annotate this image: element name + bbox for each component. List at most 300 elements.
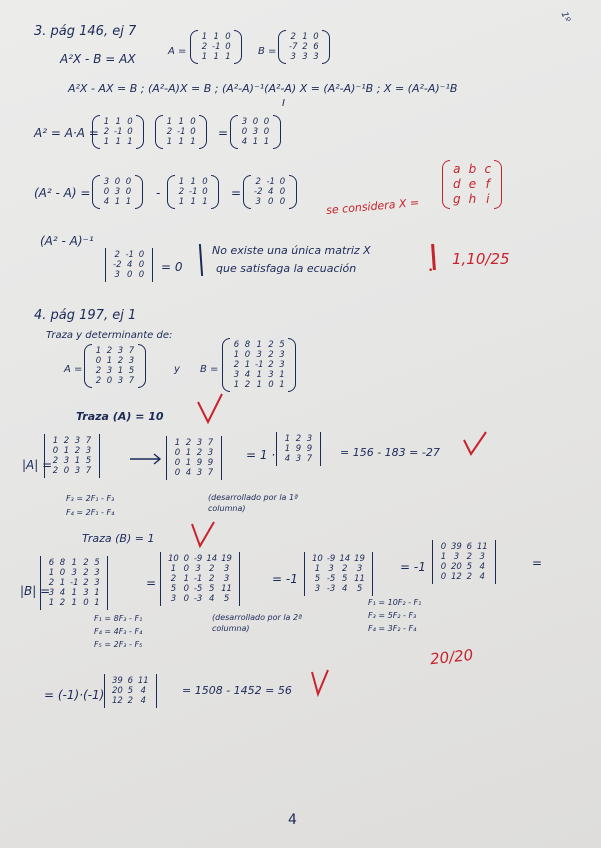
matrix-cells — [251, 175, 289, 209]
matrix-cell: 5 — [279, 340, 285, 350]
determinant-bar — [235, 552, 240, 606]
final-minor — [104, 674, 157, 708]
left-paren — [278, 30, 286, 64]
matrix-cell: 4 — [342, 584, 348, 594]
matrix-cell: 1 — [256, 340, 262, 350]
matrix-cell: 7 — [85, 436, 92, 446]
matrix-cell: 1 — [185, 458, 192, 468]
matrix-cell: 10 — [168, 554, 179, 564]
matrix-cell: 4 — [479, 562, 485, 572]
matrix-cells — [100, 115, 136, 149]
matrix-cell: 1 — [52, 436, 59, 446]
matrix-cell: 0 — [174, 458, 181, 468]
right-paren — [199, 115, 207, 149]
matrix-cell: 1 — [202, 197, 208, 207]
matrix-cell: 3 — [306, 434, 313, 444]
matrix-cell: 11 — [137, 676, 149, 686]
matrix-cell: -3 — [326, 584, 336, 594]
left-paren — [190, 30, 198, 64]
matrix-cell: 5 — [466, 562, 473, 572]
matrix-cell: -1 — [193, 574, 203, 584]
matrix-cells — [286, 30, 322, 64]
matrix-cell: 5 — [314, 574, 321, 584]
matrix-cell: 1 — [178, 197, 185, 207]
right-paren — [135, 175, 143, 209]
row-op-b-6: F₄ = 3F₂ - F₄ — [368, 624, 417, 633]
matrix-cell: g — [453, 192, 461, 206]
matrix-cell: 6 — [127, 676, 134, 686]
matrix-cell: -9 — [193, 554, 203, 564]
matrix-cell: 2 — [255, 177, 261, 187]
matrix-cell: 4 — [244, 370, 251, 380]
matrix-cell: 3 — [94, 578, 100, 588]
dev-note-b: (desarrollado por la 2ª columna) — [212, 613, 302, 633]
matrix-cell: 0 — [202, 177, 208, 187]
det-b-minor1-prefix: = -1 — [272, 572, 298, 586]
matrix-cell: 0 — [83, 598, 89, 608]
matrix-cell: 0 — [225, 32, 231, 42]
exercise-4-title: 4. pág 197, ej 1 — [34, 308, 137, 323]
matrix-cell: 1 — [125, 197, 132, 207]
matrix-cell: 1 — [225, 52, 231, 62]
matrix-cell: 1 — [213, 52, 219, 62]
matrix-cell: 7 — [207, 468, 214, 478]
matrix-cell: 0 — [52, 446, 59, 456]
matrix-cell: 2 — [166, 127, 173, 137]
matrix-cell: 6 — [313, 42, 319, 52]
matrix-cell: 1 — [166, 117, 173, 127]
det-a-result: = 156 - 183 = -27 — [340, 446, 440, 459]
left-paren — [92, 175, 100, 209]
matrix-cell: 1 — [440, 552, 447, 562]
matrix-cell: 2 — [48, 578, 55, 588]
matrix-cell: 1 — [178, 177, 185, 187]
matrix-cell: 0 — [127, 270, 133, 280]
trace-a: Traza (A) = 10 — [76, 410, 164, 423]
matrix-cell: 0 — [313, 32, 319, 42]
matrix-cell: 1 — [178, 137, 184, 147]
matrix-b — [278, 30, 330, 64]
matrix-cell: 4 — [140, 696, 146, 706]
matrix-cell: 0 — [263, 127, 270, 137]
matrix-cell: 6 — [48, 558, 55, 568]
matrix-cell: 3 — [479, 552, 485, 562]
matrix-cell: 2 — [59, 598, 66, 608]
matrix-cells — [171, 436, 217, 480]
matrix-cell: 2 — [83, 558, 89, 568]
matrix-cell: 5 — [94, 558, 100, 568]
matrix-cell: 1 — [252, 137, 259, 147]
matrix-cell: 1 — [115, 117, 121, 127]
matrix-cell: 20 — [451, 562, 462, 572]
matrix-cell: 3 — [103, 177, 110, 187]
a-squared-label: A² = A·A = — [34, 126, 99, 140]
matrix-cell: 9 — [196, 458, 203, 468]
matrix-cell: 1 — [59, 578, 66, 588]
matrix-cell: 1 — [74, 456, 81, 466]
matrix-cell: 1 — [183, 574, 190, 584]
matrix-cell: -2 — [113, 260, 122, 270]
matrix-cell: 2 — [117, 356, 124, 366]
final-result: = 1508 - 1452 = 56 — [182, 684, 292, 697]
matrix-cell: e — [468, 177, 477, 191]
matrix-cell: 2 — [290, 32, 296, 42]
matrix-cells — [100, 175, 135, 209]
matrix-cell: 3 — [114, 187, 121, 197]
matrix-cell: 1 — [71, 558, 77, 568]
matrix-cell: 0 — [95, 356, 102, 366]
matrix-cell: 7 — [128, 376, 135, 386]
det-a-label: |A| = — [22, 458, 53, 472]
matrix-cell: 0 — [138, 260, 145, 270]
matrix-cell: 0 — [279, 187, 286, 197]
matrix-cell: 3 — [48, 588, 55, 598]
matrix-cell: 8 — [59, 558, 66, 568]
matrix-cell: 8 — [244, 340, 251, 350]
det-b-minor2-prefix: = -1 — [400, 560, 426, 574]
matrix-cell: 2 — [103, 127, 110, 137]
matrix-cell: 1 — [166, 137, 173, 147]
matrix-cell: 3 — [106, 366, 113, 376]
matrix-cell: 4 — [185, 468, 192, 478]
matrix-cell: 1 — [190, 197, 196, 207]
matrix-cell: 2 — [95, 366, 102, 376]
matrix-a — [190, 30, 242, 64]
matrix-cell: 3 — [85, 446, 92, 456]
matrix-cell: 3 — [207, 448, 214, 458]
matrix-cell: 2 — [185, 438, 192, 448]
matrix-cells — [109, 674, 152, 708]
matrix-cell: 10 — [312, 554, 323, 564]
final-prefix: = (-1)·(-1) — [44, 688, 105, 702]
matrix-cell: 4 — [479, 572, 485, 582]
matrix-cell: 12 — [451, 572, 462, 582]
matrix-cell: 2 — [52, 466, 59, 476]
check-mark-icon — [196, 392, 224, 426]
det-a-matrix — [44, 434, 100, 478]
matrix-cell: 0 — [440, 542, 447, 552]
matrix-cell: f — [485, 177, 490, 191]
no-solution-text-1: No existe una única matriz X — [212, 244, 371, 257]
matrix-cell: 9 — [207, 458, 214, 468]
matrix-cell: 0 — [183, 564, 190, 574]
left-paren — [84, 344, 92, 388]
trace-b: Traza (B) = 1 — [82, 532, 155, 545]
matrix-cell: 2 — [295, 434, 302, 444]
matrix-cell: 1 — [279, 370, 285, 380]
matrix-cell: 3 — [196, 438, 203, 448]
matrix-cell: 1 — [71, 588, 77, 598]
no-solution-text-2: que satisfaga la ecuación — [216, 262, 357, 275]
matrix-cell: 19 — [354, 554, 365, 564]
matrix-cell: a — [453, 162, 461, 176]
matrix-cell: 4 — [127, 260, 133, 270]
exercise-3-title: 3. pág 146, ej 7 — [34, 24, 137, 39]
matrix-cell: 0 — [279, 197, 286, 207]
matrix-cell: 0 — [63, 466, 70, 476]
determinant-bar — [491, 540, 496, 584]
matrix-cell: 2 — [209, 574, 215, 584]
matrix-cell: 1 — [284, 434, 291, 444]
matrix-cell: 1 — [302, 32, 308, 42]
matrix-cell: d — [453, 177, 461, 191]
matrix-cell: 4 — [59, 588, 66, 598]
matrix-cell: 3 — [295, 454, 302, 464]
corner-mark: 1º — [558, 10, 572, 24]
det-b-step1 — [160, 552, 240, 606]
matrix-cell: -1 — [125, 250, 134, 260]
matrix-cell: 0 — [263, 117, 270, 127]
matrix-cells — [92, 344, 138, 388]
matrix-cell: 0 — [190, 127, 196, 137]
matrix-cell: 3 — [94, 568, 100, 578]
minus-sign: - — [156, 186, 161, 200]
matrix-cells — [45, 556, 103, 610]
matrix-cell: 1 — [185, 448, 192, 458]
det-b-minor2 — [432, 540, 496, 584]
matrix-cell: 0 — [125, 187, 132, 197]
identity-label: I — [282, 98, 285, 109]
matrix-cell: 2 — [268, 340, 274, 350]
matrix-cell: 2 — [466, 572, 473, 582]
matrix-cell: -1 — [212, 42, 221, 52]
matrix-cell: 1 — [256, 380, 262, 390]
matrix-cells — [309, 552, 368, 596]
matrix-cell: 3 — [252, 127, 259, 137]
check-mark-icon — [310, 668, 330, 698]
matrix-cell: 2 — [201, 42, 208, 52]
matrix-cell: 12 — [112, 696, 123, 706]
row-op-a-2: F₄ = 2F₁ - F₄ — [66, 508, 115, 517]
matrix-cell: 1 — [178, 117, 184, 127]
matrix-b4 — [222, 338, 296, 392]
det-b-matrix — [40, 556, 108, 610]
matrix-cell: 1 — [263, 137, 270, 147]
right-paren — [494, 160, 502, 209]
matrix-cell: 1 — [244, 360, 251, 370]
right-paren — [211, 175, 219, 209]
matrix-cell: -5 — [326, 574, 336, 584]
left-paren — [230, 115, 238, 149]
matrix-a-label: A = — [168, 46, 187, 57]
matrix-cell: 4 — [268, 187, 274, 197]
matrix-a4 — [84, 344, 146, 388]
matrix-cell: 3 — [453, 552, 460, 562]
matrix-cell: 9 — [306, 444, 313, 454]
matrix-cells — [163, 115, 199, 149]
matrix-cell: 3 — [241, 117, 248, 127]
row-op-b-2: F₄ = 4F₃ - F₄ — [94, 627, 143, 636]
matrix-cell: -3 — [193, 594, 203, 604]
determinant-bar — [103, 556, 108, 610]
matrix-cell: 0 — [138, 270, 145, 280]
matrix-cell: 0 — [114, 177, 121, 187]
note-x-matrix — [442, 160, 502, 209]
matrix-cell: 2 — [127, 696, 134, 706]
matrix-cell: -2 — [254, 187, 263, 197]
matrix-cell: 3 — [356, 564, 363, 574]
matrix-cell: 1 — [117, 366, 124, 376]
matrix-b4-label: B = — [200, 364, 219, 375]
matrix-cell: -5 — [193, 584, 203, 594]
matrix-cell: 0 — [106, 376, 113, 386]
matrix-cell: 1 — [103, 117, 110, 127]
eq-sign-2: = — [231, 186, 242, 200]
exercise-3-equation: A²X - B = AX — [60, 52, 136, 66]
matrix-cell: 3 — [114, 270, 120, 280]
matrix-cell: 0 — [440, 562, 447, 572]
row-op-b-1: F₁ = 8F₃ - F₁ — [94, 614, 143, 623]
matrix-cell: 0 — [59, 568, 66, 578]
matrix-a2-minus-a — [243, 175, 297, 209]
matrix-a-squared — [230, 115, 281, 149]
det-a2-minus-a — [105, 248, 153, 282]
det-a-mid: = 1 · — [246, 448, 276, 462]
matrix-cell: 3 — [83, 588, 89, 598]
row-op-a-1: F₃ = 2F₁ - F₃ — [66, 494, 115, 503]
eq-sign-b1: = — [146, 576, 157, 590]
row-op-b-5: F₃ = 5F₂ - F₃ — [368, 611, 417, 620]
matrix-cell: 7 — [306, 454, 313, 464]
matrix-cell: 1 — [279, 380, 285, 390]
matrix-cell: 2 — [268, 360, 274, 370]
matrix-cell: 2 — [233, 360, 240, 370]
matrix-cell: 0 — [244, 350, 251, 360]
row-op-b-3: F₅ = 2F₃ - F₅ — [94, 640, 143, 649]
matrix-cell: 2 — [170, 574, 177, 584]
matrix-cell: 5 — [127, 686, 134, 696]
matrix-cell: 39 — [451, 542, 462, 552]
matrix-cell: 3 — [290, 52, 296, 62]
matrix-cell: 1 — [314, 564, 321, 574]
matrix-cell: 11 — [354, 574, 365, 584]
matrix-cells — [238, 115, 273, 149]
matrix-cell: 0 — [279, 177, 286, 187]
matrix-cell: 3 — [328, 564, 334, 574]
matrix-cell: 3 — [170, 594, 177, 604]
note-consider-x: se considera X = — [325, 195, 420, 218]
matrix-cell: 3 — [63, 456, 70, 466]
determinant-bar — [316, 432, 321, 466]
matrix-cell: 5 — [85, 456, 92, 466]
matrix-cell: -1 — [70, 578, 79, 588]
matrix-a-copy-3 — [167, 175, 219, 209]
matrix-cell: 2 — [244, 380, 251, 390]
matrix-cell: b — [468, 162, 477, 176]
matrix-cell: 14 — [339, 554, 351, 564]
matrix-cell: 0 — [183, 594, 190, 604]
matrix-cell: 3 — [195, 564, 201, 574]
exercise-3-derivation: A²X - AX = B ; (A²-A)X = B ; (A²-A)⁻¹(A²-A) X = (A²-A)⁻¹B ; X = (A²-A)⁻¹B — [68, 82, 458, 95]
arrow-right-icon — [128, 452, 164, 466]
matrix-cell: 2 — [83, 568, 89, 578]
right-paren — [273, 115, 281, 149]
left-paren — [92, 115, 100, 149]
matrix-a-copy-1 — [92, 115, 144, 149]
matrix-cell: 3 — [268, 370, 274, 380]
matrix-cell: 1 — [114, 197, 121, 207]
eq-sign-b2: = — [532, 556, 543, 570]
right-paren — [138, 344, 146, 388]
matrix-cell: 19 — [221, 554, 232, 564]
matrix-cell: 1 — [71, 598, 77, 608]
matrix-cell: 3 — [196, 468, 203, 478]
matrix-cell: 5 — [223, 594, 230, 604]
separator-bar — [199, 244, 203, 276]
matrix-cell: 7 — [85, 466, 92, 476]
matrix-cell: 9 — [295, 444, 302, 454]
matrix-cell: 4 — [103, 197, 110, 207]
matrix-a-copy-2 — [155, 115, 207, 149]
a2-minus-a-label: (A² - A) = — [34, 186, 91, 200]
matrix-cells — [230, 338, 288, 392]
matrix-cell: 1 — [190, 177, 196, 187]
matrix-cell: 3 — [314, 584, 321, 594]
matrix-cell: 1 — [201, 32, 208, 42]
matrix-cell: 3 — [71, 568, 77, 578]
matrix-cell: 1 — [63, 446, 70, 456]
matrix-cell: 3 — [279, 350, 285, 360]
matrix-cell: 20 — [112, 686, 123, 696]
matrix-cell: 3 — [313, 52, 319, 62]
exercise-4-instruction: Traza y determinante de: — [46, 330, 173, 341]
matrix-cell: 1 — [233, 350, 240, 360]
right-paren — [289, 175, 297, 209]
check-mark-icon — [190, 520, 216, 550]
matrix-cell: 1 — [284, 444, 291, 454]
matrix-cell: 2 — [52, 456, 59, 466]
matrix-cell: 4 — [209, 594, 215, 604]
matrix-cells — [437, 540, 491, 584]
matrix-cell: -1 — [266, 177, 275, 187]
matrix-cells — [110, 248, 148, 282]
det-b-minor1 — [304, 552, 373, 596]
matrix-cells — [450, 160, 494, 209]
matrix-cell: 11 — [221, 584, 232, 594]
matrix-cell: 0 — [138, 250, 145, 260]
matrix-cell: 1 — [48, 598, 55, 608]
determinant-bar — [368, 552, 373, 596]
matrix-cell: 0 — [125, 177, 132, 187]
right-paren — [322, 30, 330, 64]
matrix-cell: 3 — [256, 350, 262, 360]
left-paren — [243, 175, 251, 209]
matrix-cell: 3 — [279, 360, 285, 370]
matrix-cell: 1 — [233, 380, 240, 390]
matrix-a-squared-copy — [92, 175, 143, 209]
matrix-cell: 1 — [94, 598, 100, 608]
matrix-cell: h — [468, 192, 477, 206]
matrix-cell: 1 — [213, 32, 219, 42]
check-mark-icon — [462, 430, 488, 458]
matrix-cell: 2 — [178, 187, 185, 197]
matrix-cells — [49, 434, 95, 478]
matrix-cell: 6 — [466, 542, 473, 552]
det-b-label: |B| = — [20, 584, 51, 598]
matrix-cell: 4 — [140, 686, 146, 696]
matrix-cell: 1 — [170, 564, 177, 574]
matrix-cell: 1 — [190, 137, 196, 147]
matrix-cell: 2 — [83, 578, 89, 588]
eq-sign-1: = — [218, 126, 229, 140]
right-paren — [234, 30, 242, 64]
matrix-cell: 5 — [128, 366, 135, 376]
matrix-cell: 3 — [223, 564, 230, 574]
matrix-cell: 1 — [256, 370, 262, 380]
matrix-cell: 0 — [127, 127, 133, 137]
determinant-bar — [217, 436, 222, 480]
matrix-cell: 3 — [117, 376, 124, 386]
